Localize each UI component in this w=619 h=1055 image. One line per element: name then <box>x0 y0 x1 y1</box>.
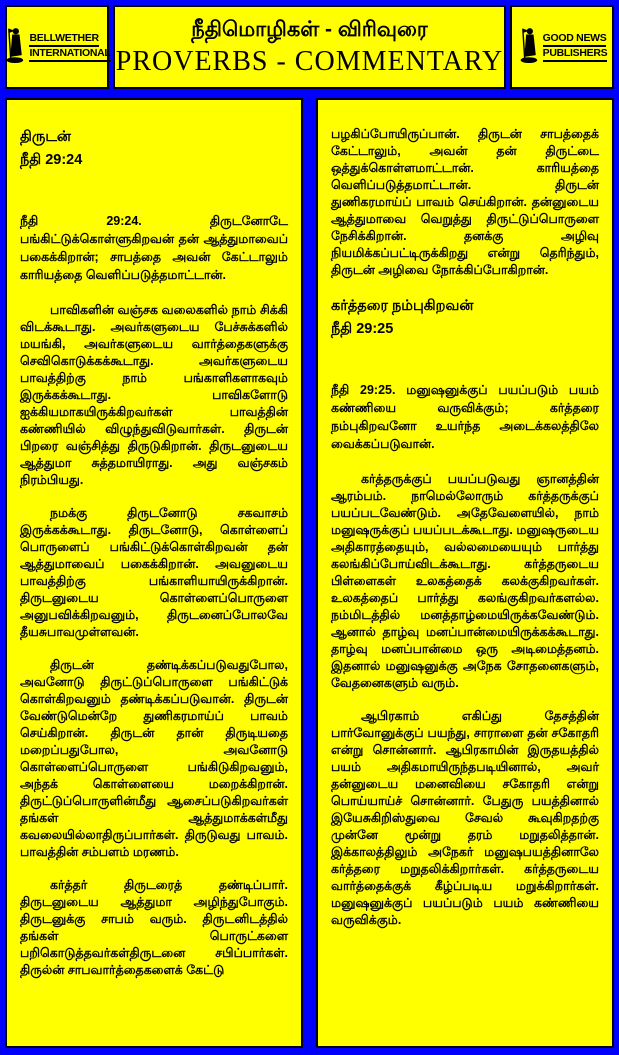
commentary-paragraph: திருடன் தண்டிக்கப்படுவதுபோல, அவனோடு திருட்டுப்பொருளை பங்கிட்டுக் கொள்கிறவனும் தண்டிக்கப்படுவான். திருடன் வேண்டுமென்றே துணிகரமாய்ப் பாவம் செய்கிறான். திருடன் தான் திருடியதை மறைப்பதுபோல, அவனோடு கொள்ளைப்பொருளை பங்கிடுகிறவனும், அந்தக் கொள்ளையை மறைக்கிறான். திருட்டுப்பொருளின்மீது ஆசைப்படுகிறவர்கள் தங்கள் ஆத்துமாக்கள்மீது கவலையில்லாதிருப்பார்கள். திருடுவது பாவம். பாவத்தின் சம்பளம் மரணம். <box>20 658 288 859</box>
good-news-logo <box>510 5 614 89</box>
section-heading-block-29-24 <box>20 126 288 172</box>
bellwether-line2: INTERNATIONAL <box>29 47 110 62</box>
good-news-logo-text <box>543 32 608 62</box>
section-verse-reference: நீதி 29:25 <box>331 321 394 337</box>
page-title-tamil: நீதிமொழிகள் - விரிவுரை <box>191 18 428 41</box>
commentary-paragraph: கர்த்தருக்குப் பயப்படுவது ஞானத்தின் ஆரம்பம். நாமெல்லோரும் கர்த்தருக்குப் பயப்படவேண்டும். அதேவேளையில், நாம் மனுஷருக்குப் பயப்படக்கூடாது. மனுஷருடைய அதிகாரத்தையும், வல்லமையையும் பார்த்து கலங்கிப்போய்விடக்கூடாது. கர்த்தருடைய பிள்ளைகள் உலகத்தைக் கலக்குகிறவர்கள். உலகத்தைப் பார்த்து கலங்குகிறவர்களல்ல. நம்மிடத்தில் மனத்தாழ்மையிருக்கவேண்டும். ஆனால் தாழ்வு மனப்பான்மையிருக்கக்கூடாது. தாழ்வு மனப்பான்மை ஒரு அடிமைத்தனம். இதனால் மனுஷனுக்கு அநேக சோதனைகளும், வேதனைகளும் வரும். <box>331 472 599 690</box>
good-news-line2: PUBLISHERS <box>543 47 608 62</box>
good-news-line1: GOOD NEWS <box>543 32 607 47</box>
bellwether-figure-icon <box>3 26 25 69</box>
section-topic-heading: திருடன் <box>20 129 71 145</box>
commentary-paragraph: கர்த்தர் திருடரைத் தண்டிப்பார். திருடனுடைய ஆத்துமா அழிந்துபோகும். திருடனுக்கு சாபம் வரும். திருடனிடத்தில் தங்கள் பொருட்களை பறிகொடுத்தவர்கள்திருடனை சபிப்பார்கள். திருல்ன் சாபவார்த்தைகளைக் கேட்டு <box>20 878 288 977</box>
section-heading-block-29-25 <box>331 295 599 341</box>
commentary-paragraph: ஆபிரகாம் எகிப்து தேசத்தின் பார்வோனுக்குப் பயந்து, சாராளை தன் சகோதரி என்று சொன்னார். ஆபிரகாமின் இருதயத்தில் பயம் அதிகமாயிருந்தபடியினால், அவர் தன்னுடைய மனைவியை சகோதரி என்று பொய்யாய்ச் சொன்னார். பேதுரு பயத்தினால் இயேசுகிறிஸ்துவை சேவல் கூவுகிறதற்கு முன்னே மூன்று தரம் மறுதலித்தான். இக்காலத்திலும் அநேகர் மனுஷபயத்தினாலே கர்த்தரை மறுதலிக்கிறார்கள். கர்த்தருடைய வார்த்தைக்குக் கீழ்ப்படிய மறுக்கிறார்கள். மனுஷனுக்குப் பயப்படும் பயம் கண்ணியை வருவிக்கும். <box>331 709 599 927</box>
header <box>5 5 614 89</box>
bellwether-line1: BELLWETHER <box>29 32 98 47</box>
bellwether-logo-text <box>29 32 110 62</box>
commentary-paragraph: பாவிகளின் வஞ்சக வலைகளில் நாம் சிக்கி விடக்கூடாது. அவர்களுடைய பேச்சுக்களில் மயங்கி, அவர்களுடைய வார்த்தைகளுக்கு செவிகொடுக்கக்கூடாது. அவர்களுடைய பாவத்திற்கு நாம் பங்காளிகளாகவும் இருக்கக்கூடாது. பாவிகளோடு ஐக்கியமாகயிருக்கிறவர்கள் பாவத்தின் கண்ணியில் விழுந்துவிடுவார்கள். திருடன் பிறரை வஞ்சித்து திருடுகிறான். திருடனுடைய ஆத்துமா சுத்தமாயிராது. அது வஞ்சகம் நிரம்பியது. <box>20 303 288 487</box>
section-topic-heading: கர்த்தரை நம்புகிறவன் <box>331 298 474 314</box>
verse-text-29-24: நீதி 29:24. திருடனோடே பங்கிட்டுக்கொள்ளுகிறவன் தன் ஆத்துமாவைப் பகைக்கிறான்; சாபத்தை அவன் கேட்டாலும் காரியத்தை வெளிப்படுத்தமாட்டான். <box>20 214 288 282</box>
right-column <box>316 98 614 1048</box>
title-panel <box>113 5 506 89</box>
commentary-body <box>5 98 614 1048</box>
page-title-english: PROVERBS - COMMENTARY <box>115 46 504 77</box>
section-verse-reference: நீதி 29:24 <box>20 152 83 168</box>
verse-text-29-25: நீதி 29:25. மனுஷனுக்குப் பயப்படும் பயம் கண்ணியை வருவிக்கும்; கர்த்தரை நம்புகிறவனோ உயர்ந்த அடைக்கலத்திலே வைக்கப்படுவான். <box>331 383 599 451</box>
left-column <box>5 98 303 1048</box>
bellwether-logo <box>5 5 109 89</box>
good-news-figure-icon <box>517 26 539 69</box>
commentary-paragraph-continuation: பழகிப்போயிருப்பான். திருடன் சாபத்தைக் கேட்டாலும், அவன் தன் திருட்டை ஒத்துக்கொள்ளமாட்டான். காரியத்தை வெளிப்படுத்தமாட்டான். திருடன் துணிகரமாய்ப் பாவம் செய்கிறான். தன்னுடைய ஆத்துமாவை வெறுத்து திருட்டுப்பொருளை நேசிக்கிறான். தனக்கு அழிவு நியமிக்கப்பட்டிருக்கிறது என்று தெரிந்தும், திருடன் அழிவை நோக்கிப்போகிறான். <box>331 127 599 277</box>
commentary-paragraph: நமக்கு திருடனோடு சகவாசம் இருக்கக்கூடாது. திருடனோடு, கொள்ளைப் பொருளைப் பங்கிட்டுக்கொள்கிறவன் தன் ஆத்துமாவைப் பகைக்கிறான். அவனுடைய பாவத்திற்கு பங்காளியாயிருக்கிறான். திருடனுடைய கொள்ளைப்பொருளை அனுபவிக்கிறவனும், திருடனைப்போலவே தீயசுபாவமுள்ளவன். <box>20 506 288 639</box>
